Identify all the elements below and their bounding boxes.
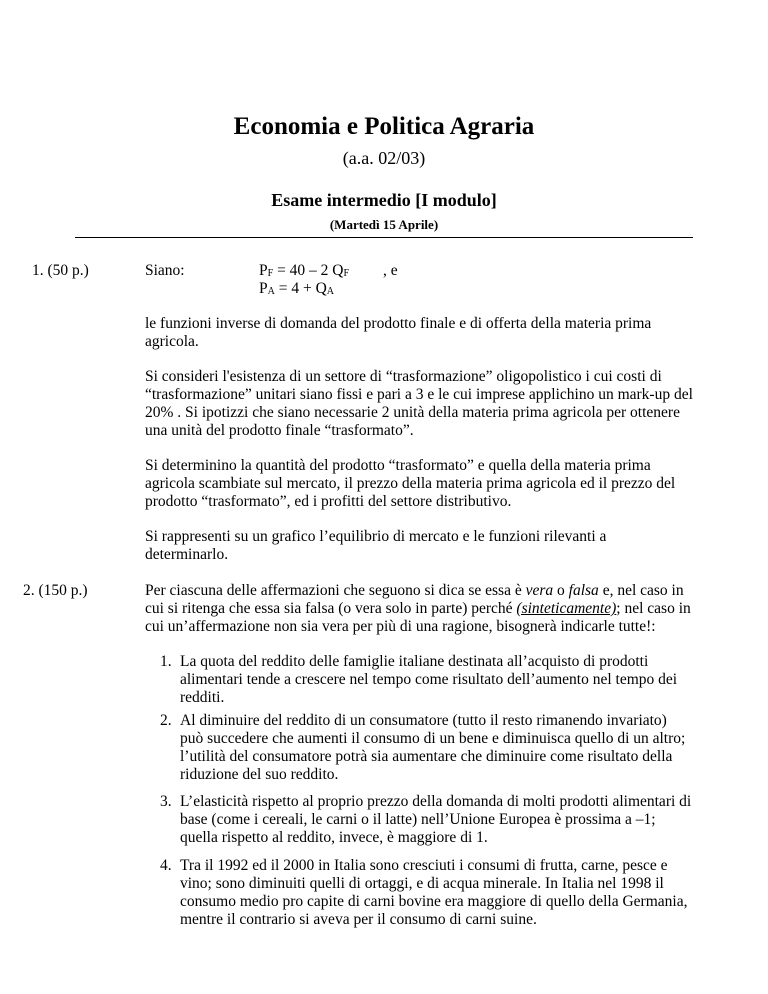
question-1-label: 1. (50 p.) (32, 262, 89, 279)
equation-separator: , e (383, 262, 398, 279)
list-item: Tra il 1992 ed il 2000 in Italia sono cresciuti i consumi di frutta, carne, pesce e vino; sono diminuiti quelli di ortaggi, e di acqua minerale. In Italia nel 1998 il consumo medio pro capite di carni bovine era maggiore di quello della Germania, mentre il contrario si aveva per il consumo di carni suine. (180, 857, 688, 928)
question-1-paragraph: le funzioni inverse di domanda del prodotto finale e di offerta della materia prima agricola. (145, 315, 652, 350)
question-2-label: 2. (150 p.) (23, 582, 88, 599)
list-item-number: 1. (160, 653, 172, 670)
academic-year: (a.a. 02/03) (342, 148, 426, 168)
list-item: La quota del reddito delle famiglie italiane destinata all’acquisto di prodotti alimentari tende a crescere nel tempo come risultato dell’aumento nel tempo dei redditi. (180, 653, 678, 706)
question-2-intro: Per ciascuna delle affermazioni che seguono si dica se essa è vera o falsa e, nel caso in cui si ritenga che essa sia falsa (o vera solo in parte) perché (sinteticamente); nel caso in cui un’affermazione non sia vera per più di una ragione, bisognerà indicarle tutte!: (145, 582, 691, 635)
equation-demand: $P_F = 40 - 2$ $Q_F$ (259, 262, 350, 279)
header-divider (75, 237, 693, 238)
list-item-number: 2. (160, 712, 172, 729)
exam-title: Esame intermedio [I modulo] (271, 190, 497, 210)
list-item-number: 3. (160, 793, 172, 810)
question-1-siano: Siano: (145, 262, 185, 279)
list-item-number: 4. (160, 857, 172, 874)
exam-date: (Martedì 15 Aprile) (329, 217, 439, 232)
question-1-paragraph: Si consideri l'esistenza di un settore di “trasformazione” oligopolistico i cui costi di “trasformazione” unitari siano fissi e pari a 3 e le cui imprese applichino un mark-up del 20% . Si ipotizzi che siano necessarie 2 unità della materia prima agricola per ottenere una unità del prodotto finale “trasformato”. (145, 368, 693, 439)
equation-supply: $P_A = 4 + Q_A$ (259, 280, 335, 297)
question-1-paragraph: Si determinino la quantità del prodotto “trasformato” e quella della materia prima agricola scambiate sul mercato, il prezzo della materia prima agricola ed il prezzo del prodotto “trasformato”, ed i profitti del settore distributivo. (145, 457, 676, 510)
question-1-paragraph: Si rappresenti su un grafico l’equilibrio di mercato e le funzioni rilevanti a determinarlo. (145, 528, 607, 563)
list-item: L’elasticità rispetto al proprio prezzo della domanda di molti prodotti alimentari di base (come i cereali, le carni o il latte) nell’Unione Europea è prossima a –1; quella rispetto al reddito, invece, è maggiore di 1. (180, 793, 692, 846)
document-title: Economia e Politica Agraria (233, 113, 535, 140)
list-item: Al diminuire del reddito di un consumatore (tutto il resto rimanendo invariato) può succedere che aumenti il consumo di un bene e diminuisca quello di un altro; l’utilità del consumatore potrà sia aumentare che diminuire come risultato della riduzione del suo reddito. (180, 712, 686, 783)
